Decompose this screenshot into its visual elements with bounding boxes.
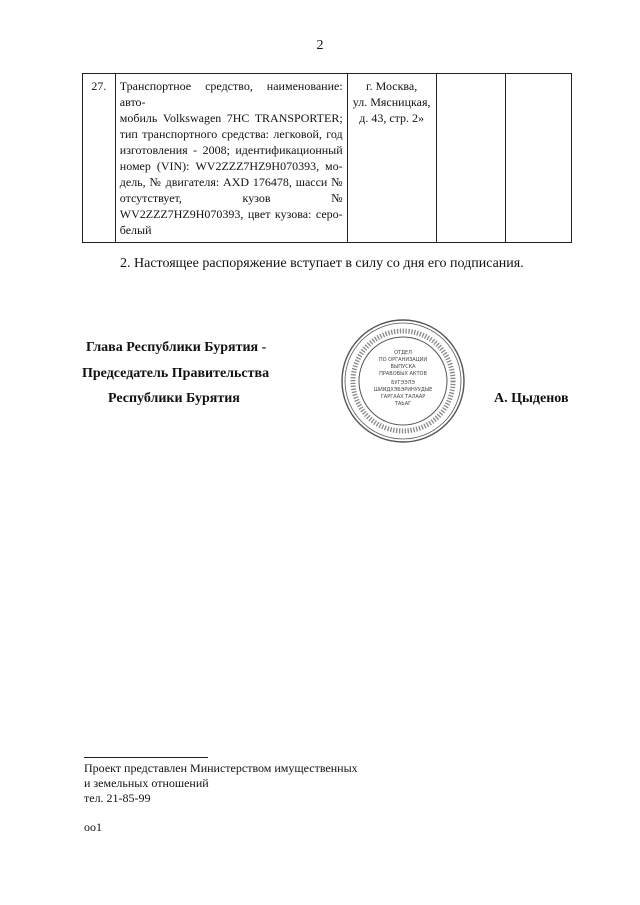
- official-seal: [340, 318, 466, 444]
- seal-text-line: ГАРГААХ ТАЛААР: [380, 394, 426, 400]
- asset-description: [115, 74, 347, 243]
- address-line: д. 43, стр. 2»: [359, 111, 425, 125]
- page-number: 2: [316, 38, 324, 53]
- address-line: г. Москва,: [366, 79, 418, 93]
- clause-text: 2. Настоящее распоряжение вступает в силу со дня его подписания.: [120, 256, 524, 271]
- description-line: Транспортное средство, наименование: авто-: [119, 79, 343, 109]
- seal-text-line: ПРАВОВЫХ АКТОВ: [379, 371, 427, 377]
- empty-cell: [436, 74, 505, 243]
- signatory-title-line: Республики Бурятия: [108, 391, 240, 406]
- description-line: изготовления - 2008; идентификационный: [119, 143, 343, 157]
- seal-text-line: БУГЭЭЛЭ: [391, 380, 415, 386]
- footnote: [84, 761, 358, 806]
- seal-text-line: ОТДЕЛ: [394, 350, 412, 356]
- description-line: мобиль Volkswagen 7HC TRANSPORTER;: [119, 111, 343, 125]
- footnote-line: тел. 21-85-99: [84, 791, 151, 805]
- document-code: оо1: [84, 820, 102, 834]
- footnote-divider: [84, 757, 208, 758]
- asset-table: [82, 73, 572, 243]
- description-line: белый: [119, 223, 152, 237]
- description-line: отсутствует, кузов №: [119, 191, 343, 205]
- seal-text-line: ТАЬАГ: [394, 401, 412, 407]
- seal-text-line: ШИИДХЭБЭРИНУУДЫЕ: [373, 387, 433, 393]
- empty-cell: [505, 74, 572, 243]
- address-line: ул. Мясницкая,: [352, 95, 431, 109]
- asset-address: [347, 74, 436, 243]
- seal-text-line: ПО ОРГАНИЗАЦИИ: [378, 357, 428, 363]
- footnote-line: Проект представлен Министерством имущественных: [84, 761, 358, 775]
- signatory-name: А. Цыденов: [494, 391, 569, 406]
- description-line: номер (VIN): WV2ZZZ7HZ9H070393, мо-: [119, 159, 343, 173]
- footnote-line: и земельных отношений: [84, 776, 209, 790]
- signatory-title-line: Глава Республики Бурятия -: [86, 340, 267, 355]
- description-line: дель, № двигателя: AXD 176478, шасси №: [119, 175, 343, 189]
- row-number: 27.: [83, 74, 116, 243]
- description-line: тип транспортного средства: легковой, год: [119, 127, 343, 141]
- signatory-title-line: Председатель Правительства: [82, 366, 270, 381]
- table-row: [83, 74, 572, 243]
- description-line: WV2ZZZ7HZ9H070393, цвет кузова: серо-: [119, 207, 343, 221]
- seal-text-line: ВЫПУСКА: [390, 364, 416, 370]
